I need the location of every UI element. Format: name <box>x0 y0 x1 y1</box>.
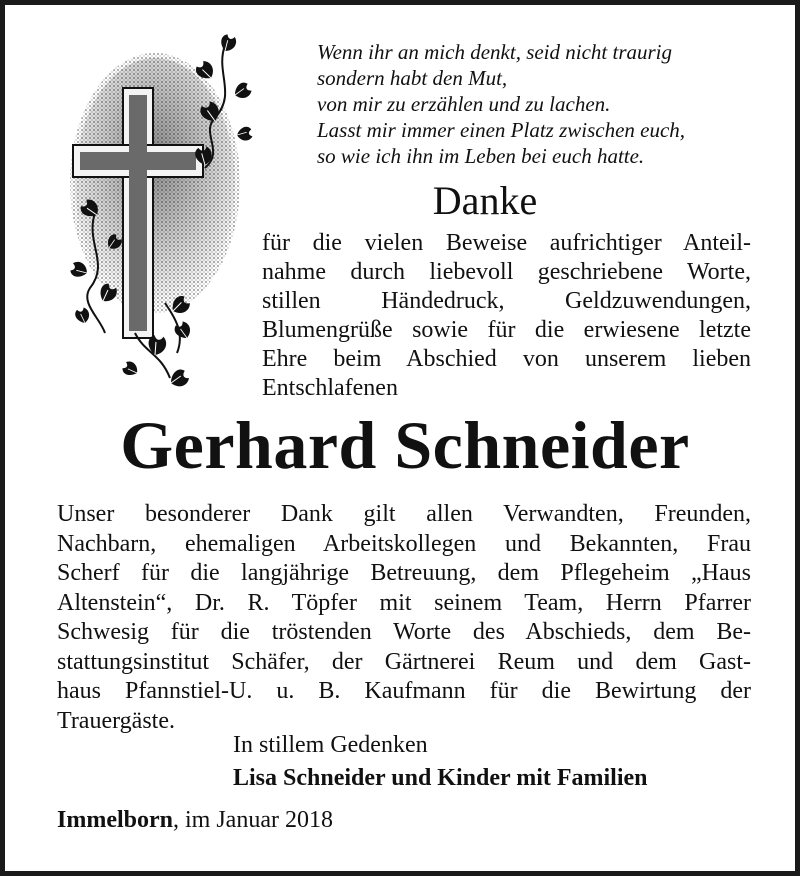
acknowledgement-line: stattungsinstitut Schäfer, der Gärtnerei Reum und dem Gast- <box>57 648 751 675</box>
thanks-line: Blumengrüße sowie für die erwiesene letzte <box>262 317 751 343</box>
place-name: Immelborn <box>57 807 173 833</box>
family-signature: Lisa Schneider und Kinder mit Familien <box>233 765 648 791</box>
thanks-line: stillen Händedruck, Geldzuwendungen, <box>262 288 751 314</box>
acknowledgement-line: Altenstein“, Dr. R. Töpfer mit seinem Team, Herrn Pfarrer <box>57 589 751 616</box>
poem-line: Wenn ihr an mich denkt, seid nicht traurig <box>317 40 673 64</box>
thanks-line: nahme durch liebevoll geschriebene Worte, <box>262 259 751 285</box>
thanks-line: Ehre beim Abschied von unserem lieben <box>262 346 751 372</box>
acknowledgement-line: Unser besonderer Dank gilt allen Verwandten, Freunden, <box>57 501 751 527</box>
thanks-text <box>262 229 751 403</box>
remembrance-line: In stillem Gedenken <box>233 732 428 758</box>
thanks-line: Entschlafenen <box>262 375 398 401</box>
memorial-poem <box>317 39 777 169</box>
acknowledgement-line: haus Pfannstiel-U. u. B. Kaufmann für die Bewirtung der <box>57 678 751 704</box>
poem-line: sondern habt den Mut, <box>317 66 508 90</box>
thanks-line: für die vielen Beweise aufrichtiger Anteil- <box>262 230 751 256</box>
acknowledgement-line: Scherf für die langjährige Betreuung, dem Pflegeheim „Haus <box>57 560 751 586</box>
cross-with-ivy-icon <box>65 33 265 403</box>
thanks-heading: Danke <box>432 178 538 223</box>
acknowledgement-line: Nachbarn, ehemaligen Arbeitskollegen und Bekannten, Frau <box>57 530 751 557</box>
deceased-name: Gerhard Schneider <box>120 407 690 483</box>
acknowledgement-line: Schwesig für die tröstenden Worte des Abschieds, dem Be- <box>57 619 751 645</box>
poem-line: Lasst mir immer einen Platz zwischen euch, <box>317 118 686 142</box>
place-date <box>57 805 333 835</box>
date-text: , im Januar 2018 <box>173 807 333 833</box>
acknowledgement-line: Trauergäste. <box>57 707 175 734</box>
acknowledgement-text <box>57 500 751 736</box>
poem-line: so wie ich ihn im Leben bei euch hatte. <box>317 144 645 168</box>
poem-line: von mir zu erzählen und zu lachen. <box>317 92 611 116</box>
